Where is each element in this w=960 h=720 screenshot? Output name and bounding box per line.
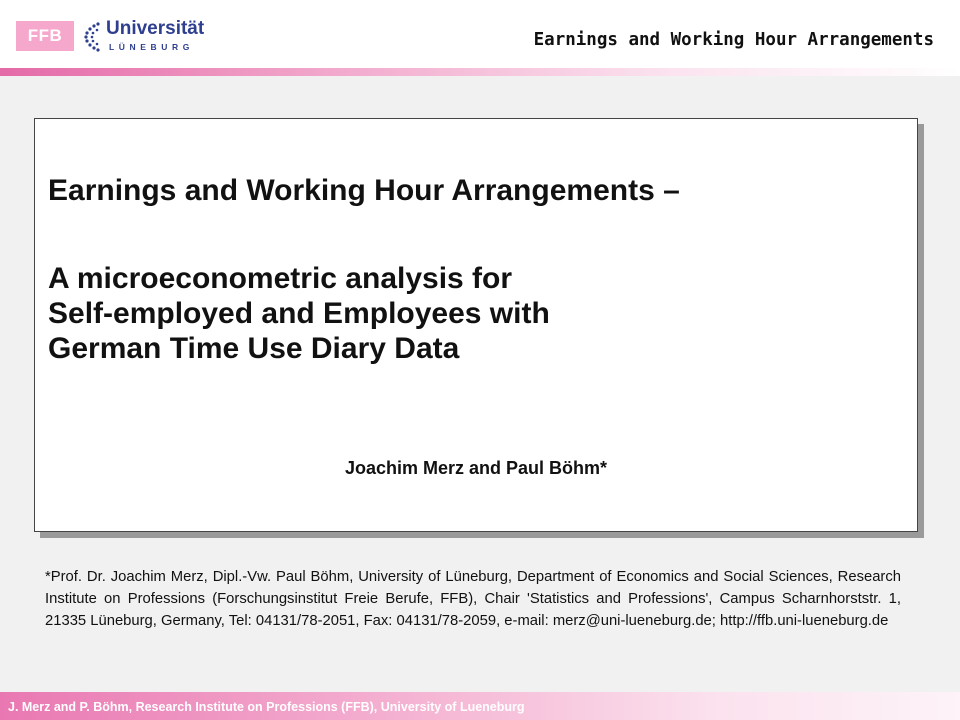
subtitle-line: German Time Use Diary Data <box>48 332 460 365</box>
slide-title: Earnings and Working Hour Arrangements – <box>48 174 680 207</box>
header-accent-line <box>0 68 960 76</box>
ffb-logo-text: FFB <box>27 26 63 45</box>
subtitle-line: A microeconometric analysis for <box>48 262 513 295</box>
author-footnote: *Prof. Dr. Joachim Merz, Dipl.-Vw. Paul Böhm, University of Lüneburg, Department of Economics and Social Sciences, Research Institute on Professions (Forschungsinstitut Freie Berufe, FFB), Chair 'Statistics and Professions', Campus Scharnhorststr. 1, 21335 Lüneburg, Germany, Tel: 04131/78-2051, Fax: 04131/78-2059, e-mail: merz@uni-lueneburg.de; http://ffb.uni-lueneburg.de <box>45 569 901 629</box>
ffb-logo <box>16 21 74 51</box>
footer-text: J. Merz and P. Böhm, Research Institute on Professions (FFB), University of Lueneburg <box>8 700 525 714</box>
subtitle-line: Self-employed and Employees with <box>48 297 550 330</box>
slide-header <box>0 0 960 76</box>
slide-footer <box>0 692 960 720</box>
authors: Joachim Merz and Paul Böhm* <box>344 458 608 478</box>
university-logo <box>84 16 205 58</box>
university-mark-icon <box>84 18 106 56</box>
slide-subtitle <box>48 261 550 366</box>
university-name: Universität <box>106 18 205 39</box>
header-title: Earnings and Working Hour Arrangements <box>533 30 934 50</box>
title-box <box>34 118 918 532</box>
university-city: LÜNEBURG <box>109 42 194 52</box>
